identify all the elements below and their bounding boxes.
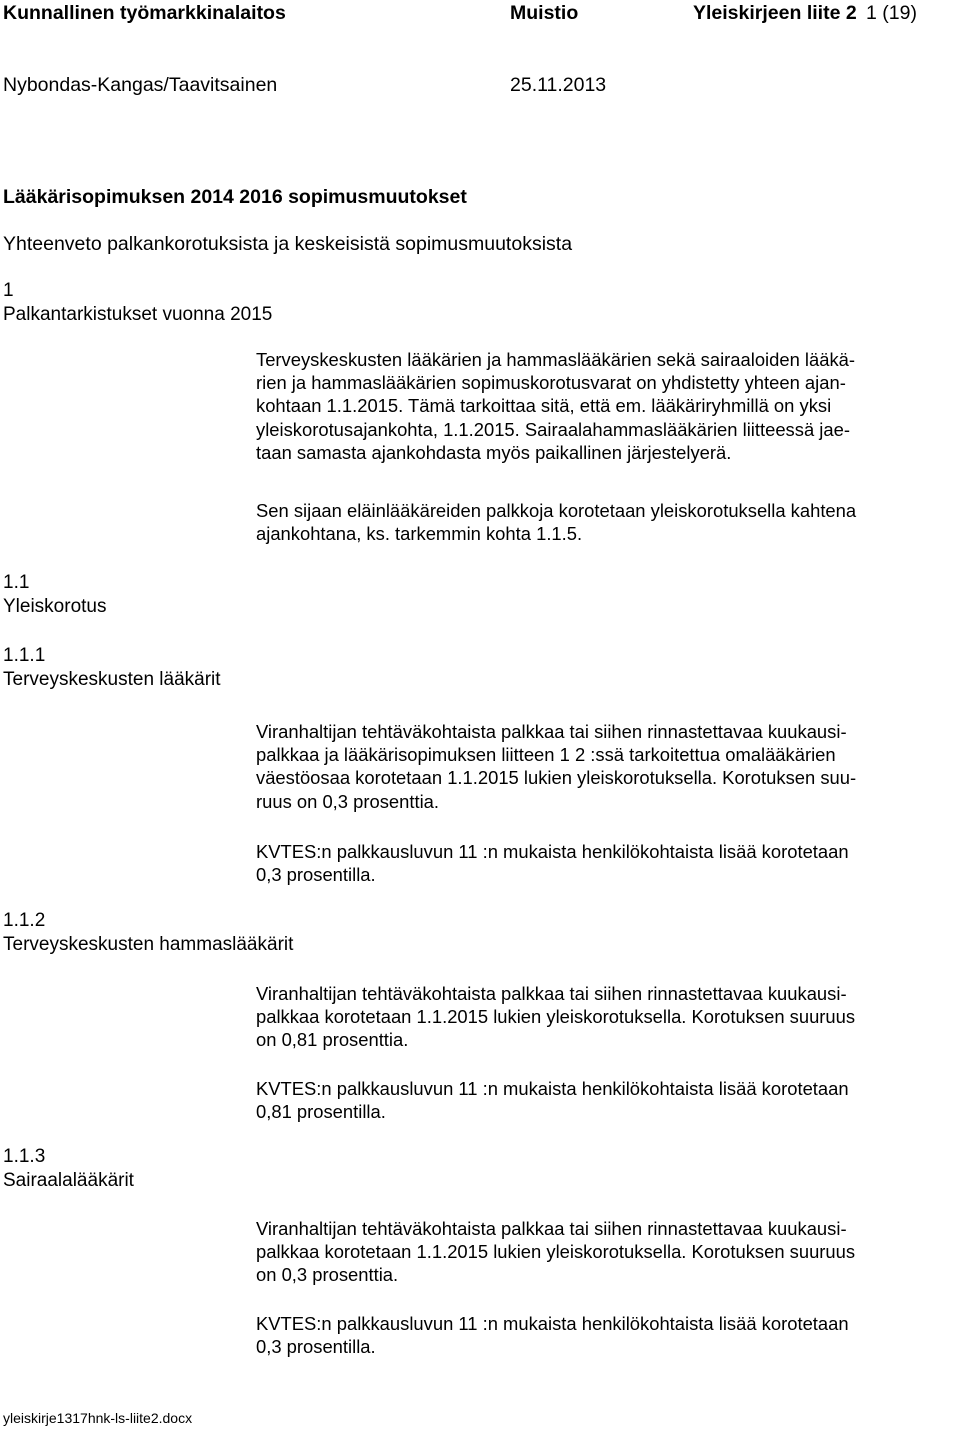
text-line: on 0,3 prosenttia. xyxy=(256,1264,399,1286)
text-line: 0,3 prosentilla. xyxy=(256,864,376,886)
text-line: palkkaa ja lääkärisopimuksen liitteen 1 2 :ssä tarkoitettua omalääkärien xyxy=(256,744,836,766)
text-line: rien ja hammaslääkärien sopimuskorotusvarat on yhdistetty yhteen ajan- xyxy=(256,372,846,394)
section-1-1-1-number: 1.1.1 xyxy=(3,645,46,666)
text-line: palkkaa korotetaan 1.1.2015 lukien yleiskorotuksella. Korotuksen suuruus xyxy=(256,1241,856,1263)
text-line: Terveyskeskusten lääkärien ja hammaslääkärien sekä sairaaloiden lääkä- xyxy=(256,349,856,370)
text-line: Viranhaltijan tehtäväkohtaista palkkaa tai siihen rinnastettavaa kuukausi- xyxy=(256,1218,847,1239)
section-1-1-number: 1.1 xyxy=(3,572,30,593)
header-doc-type: Muistio xyxy=(510,2,579,24)
document-title: Lääkärisopimuksen 2014 2016 sopimusmuutokset xyxy=(3,186,467,208)
section-1-1-3-paragraph-2 xyxy=(256,1312,958,1358)
section-1-1-1-paragraph-1 xyxy=(256,720,958,813)
text-line: väestöosaa korotetaan 1.1.2015 lukien yleiskorotuksella. Korotuksen suu- xyxy=(256,767,857,789)
header-organization: Kunnallinen työmarkkinalaitos xyxy=(3,2,286,24)
section-1-title: Palkantarkistukset vuonna 2015 xyxy=(3,304,273,325)
text-line: KVTES:n palkkausluvun 11 :n mukaista henkilökohtaista lisää korotetaan xyxy=(256,1078,849,1099)
section-1-1-2-paragraph-1 xyxy=(256,982,958,1052)
header-authors: Nybondas-Kangas/Taavitsainen xyxy=(3,74,278,96)
header-date: 25.11.2013 xyxy=(510,74,607,96)
text-line: ruus on 0,3 prosenttia. xyxy=(256,790,439,812)
document-subtitle: Yhteenveto palkankorotuksista ja keskeisistä sopimusmuutoksista xyxy=(3,233,573,255)
section-1-number: 1 xyxy=(3,280,14,301)
text-line: KVTES:n palkkausluvun 11 :n mukaista henkilökohtaista lisää korotetaan xyxy=(256,1313,849,1334)
header-attachment: Yleiskirjeen liite 2 xyxy=(693,2,857,24)
text-line: Viranhaltijan tehtäväkohtaista palkkaa tai siihen rinnastettavaa kuukausi- xyxy=(256,983,847,1004)
section-1-1-2-title: Terveyskeskusten hammaslääkärit xyxy=(3,934,294,955)
header-page-number: 1 (19) xyxy=(866,2,917,24)
section-1-1-1-paragraph-2 xyxy=(256,840,958,886)
text-line: Viranhaltijan tehtäväkohtaista palkkaa tai siihen rinnastettavaa kuukausi- xyxy=(256,721,847,742)
text-line: taan samasta ajankohdasta myös paikallinen järjestelyerä. xyxy=(256,441,732,463)
section-1-1-2-number: 1.1.2 xyxy=(3,910,46,931)
text-line: yleiskorotusajankohta, 1.1.2015. Sairaalahammaslääkärien liitteessä jae- xyxy=(256,418,850,440)
section-1-1-3-number: 1.1.3 xyxy=(3,1146,46,1167)
text-line: kohtaan 1.1.2015. Tämä tarkoittaa sitä, että em. lääkäriryhmillä on yksi xyxy=(256,395,832,417)
section-1-1-3-paragraph-1 xyxy=(256,1217,958,1287)
text-line: Sen sijaan eläinlääkäreiden palkkoja korotetaan yleiskorotuksella kahtena xyxy=(256,500,857,521)
section-1-1-2-paragraph-2 xyxy=(256,1077,958,1123)
section-1-paragraph-1 xyxy=(256,348,958,464)
text-line: palkkaa korotetaan 1.1.2015 lukien yleiskorotuksella. Korotuksen suuruus xyxy=(256,1006,856,1028)
footer-filename: yleiskirje1317hnk-ls-liite2.docx xyxy=(3,1410,193,1426)
text-line: 0,3 prosentilla. xyxy=(256,1336,376,1358)
section-1-paragraph-2 xyxy=(256,499,958,545)
section-1-1-1-title: Terveyskeskusten lääkärit xyxy=(3,669,221,690)
text-line: on 0,81 prosenttia. xyxy=(256,1029,409,1051)
section-1-1-3-title: Sairaalalääkärit xyxy=(3,1170,134,1191)
text-line: ajankohtana, ks. tarkemmin kohta 1.1.5. xyxy=(256,523,583,545)
text-line: 0,81 prosentilla. xyxy=(256,1101,386,1123)
text-line: KVTES:n palkkausluvun 11 :n mukaista henkilökohtaista lisää korotetaan xyxy=(256,841,849,862)
section-1-1-title: Yleiskorotus xyxy=(3,596,107,617)
